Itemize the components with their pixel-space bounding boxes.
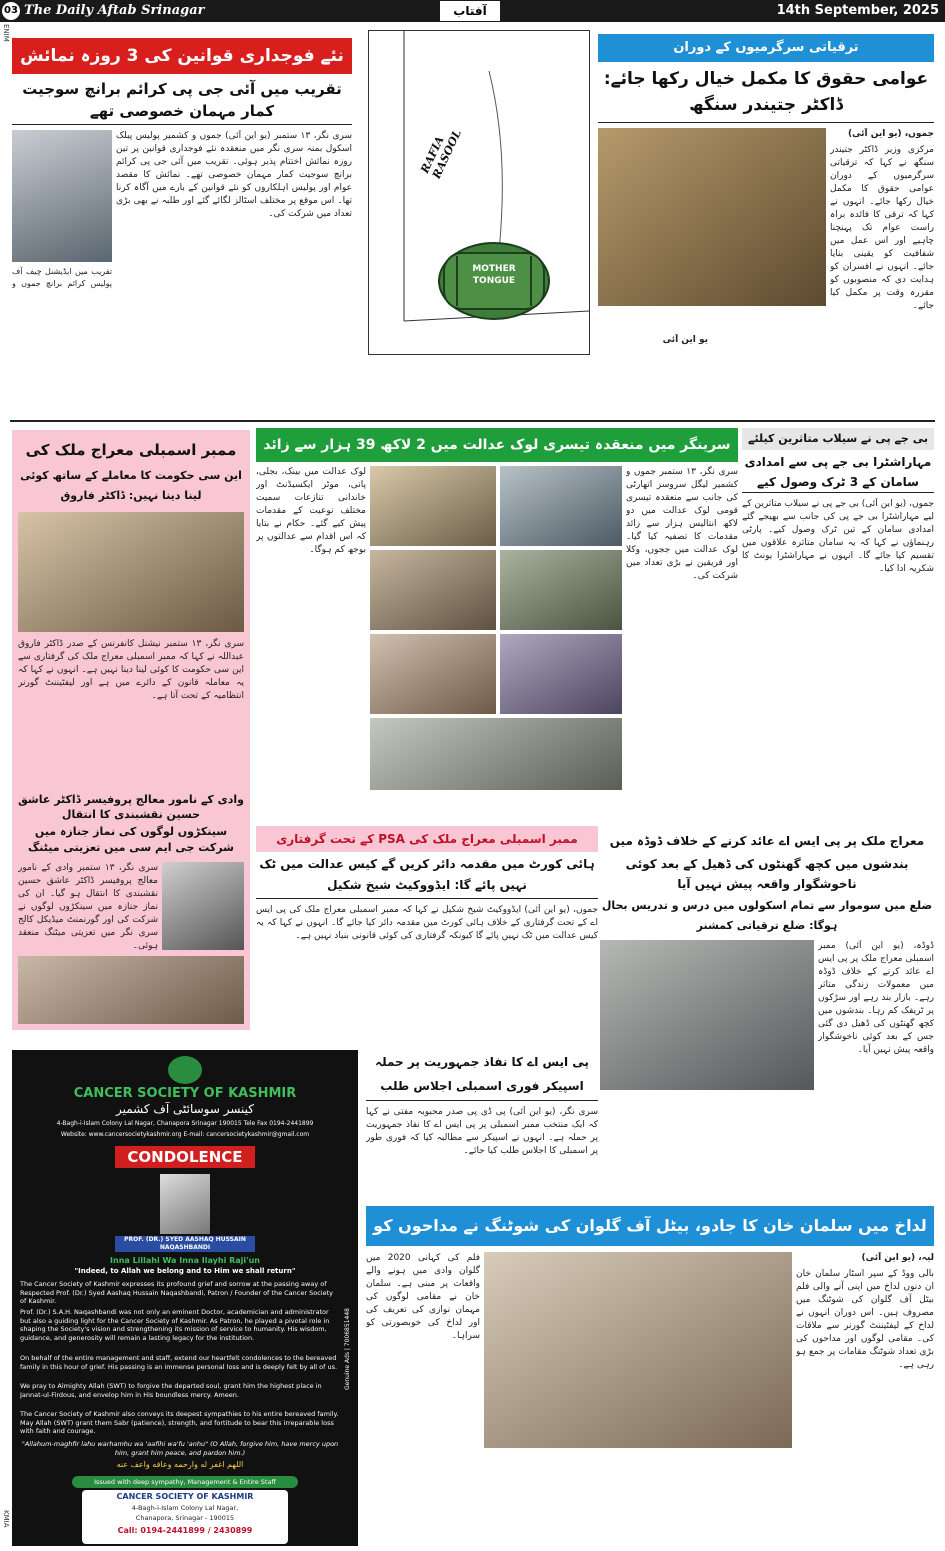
photo-farooq-abdullah <box>18 512 244 632</box>
photo-lok-adalat-2 <box>500 466 622 546</box>
ad-web-line: Website: www.cancersocietykashmir.org E-mail: cancersocietykashmir@gmail.com <box>60 1131 310 1138</box>
story-meraj-malik-arrest-subhead: این سی حکومت کا معاملے کے ساتھ کوئی لینا دینا نہیں: ڈاکٹر فاروق <box>20 469 242 502</box>
story-jitendra-singh-dateline: جموں، (یو این آئی) <box>847 129 934 139</box>
story-salman-khan-body2: فلم کی کہانی 2020 میں گلوان وادی میں ہونے والے واقعات پر مبنی ہے۔ سلمان خان نے مقامی لوگوں کی مہمان نوازی کی تعریف کی اور لداخ کی خوبصورتی کو سراہا۔ <box>366 1253 480 1341</box>
issue-date: 14th September, 2025 <box>776 3 939 18</box>
story-meraj-malik-arrest-body: سری نگر، ۱۳ ستمبر نیشنل کانفرنس کے صدر ڈاکٹر فاروق عبداللہ نے کہا کہ ممبر اسمبلی معراج ملک کی گرفتاری سے این سی حکومت کا کوئی لینا دینا نہیں ہے۔ انہوں نے کہا کہ یہ معاملہ قانون کے دائرے میں ہے اور لیفٹیننٹ گورنر انتظامیہ کے تحت آتا ہے۔ <box>18 639 244 701</box>
photo-lok-adalat-6 <box>500 634 622 714</box>
story-jitendra-singh-kicker: ترقیاتی سرگرمیوں کے دوران <box>598 34 934 62</box>
photo-prof-naqashbandi <box>160 1174 210 1234</box>
story-doda-shutdown-subhead: بندشوں میں کچھ گھنٹوں کی ڈھیل کے بعد کوئی ناخوشگوار واقعہ پیش نہیں آیا <box>625 857 909 891</box>
story-doda-shutdown <box>600 830 934 1200</box>
story-bjp-relief-headline: مہاراشٹرا بی جے پی سے امدادی سامان کے 3 ٹرک وصول کیے <box>744 455 932 489</box>
story-psa-highcourt-kicker: ممبر اسمبلی معراج ملک کی PSA کے تحت گرفتاری <box>256 826 598 852</box>
story-psa-highcourt <box>256 826 598 1048</box>
story-mehbooba-mufti-body: سری نگر، (یو این آئی) پی ڈی پی صدر محبوبہ مفتی نے کہا کہ ایک منتخب ممبر اسمبلی پر پی ایس اے کا نفاذ جمہوریت پر حملہ ہے۔ انہوں نے اسپیکر سے مطالبہ کیا کہ فوری طور پر اسمبلی کا اجلاس طلب کیا جائے۔ <box>366 1107 598 1156</box>
story-prof-ashiq-subhead: سینکڑوں لوگوں کی نماز جنازہ میں شرکت جی ایم سی میں تعزیتی میٹنگ <box>28 825 234 854</box>
story-law-exhibition-subhead: تقریب میں آئی جی پی کرائم برانچ سوجیت کمار مہمان خصوصی تھے <box>22 80 342 120</box>
photo-prof-ashiq <box>162 862 244 950</box>
side-code-top: ENIM <box>2 24 10 42</box>
story-bjp-relief-body: جموں، (یو این آئی) بی جے پی نے سیلاب متاثرین کے لیے مہاراشٹرا بی جے پی کی جانب سے بھیجے گئے امدادی سامان کے تین ٹرک وصول کیے۔ پارٹی رہنماؤں نے کہا کہ یہ سامان متاثرہ علاقوں میں تقسیم کیا جائے گا۔ انہوں نے مہاراشٹرا یونٹ کا شکریہ ادا کیا۔ <box>742 499 934 574</box>
paper-logo: آفتاب <box>440 1 500 21</box>
photo-officer <box>12 130 112 262</box>
story-jitendra-singh-signoff: یو این آئی <box>662 335 708 345</box>
ad-org-ur: کینسر سوسائٹی آف کشمیر <box>115 1102 255 1116</box>
ad-dua-ar: اللهم اغفر له وارحمه وعافه واعف عنه <box>116 1460 244 1469</box>
photo-lok-adalat-5 <box>370 634 496 714</box>
photo-salman-khan-meeting <box>484 1252 792 1448</box>
divider <box>366 1100 598 1101</box>
divider <box>598 122 934 123</box>
masthead <box>0 0 945 22</box>
story-jitendra-singh-headline: عوامی حقوق کا مکمل خیال رکھا جائے: ڈاکٹر جتیندر سنگھ <box>603 69 929 115</box>
ad-footer-box <box>82 1490 288 1544</box>
photo-lok-adalat-1 <box>370 466 496 546</box>
story-meraj-malik-arrest-headline: ممبر اسمبلی معراج ملک کی <box>25 441 237 459</box>
cartoon <box>368 30 590 355</box>
page-number: 03 <box>2 2 20 20</box>
condolence-ad <box>12 1050 358 1546</box>
section-divider <box>10 420 935 422</box>
ad-side-code: Genuine Ads | 7006851448 <box>344 1308 351 1390</box>
divider <box>742 492 934 493</box>
story-bjp-relief <box>742 428 934 828</box>
ad-para5: The Cancer Society of Kashmir also conveys its deepest sympathies to his entire bereaved family. May Allah (SWT) grant them Sabr (patience), strength, and fortitude to bear this irreparable loss with faith and courage. <box>20 1410 339 1435</box>
ad-verse: Inna Lillahi Wa Inna Ilayhi Raji'un <box>110 1256 260 1265</box>
photo-lok-adalat-3 <box>370 550 496 630</box>
ad-footer-phone: Call: 0194-2441899 / 2430899 <box>117 1526 253 1535</box>
story-lok-adalat-headline: سرینگر میں منعقدہ تیسری لوک عدالت میں 2 لاکھ 39 ہزار سے زائد <box>256 428 738 462</box>
ad-address-line: 4-Bagh-i-Islam Colony Lal Nagar, Chanapora Srinagar 190015 Tele Fax 0194-2441899 <box>56 1120 314 1127</box>
ad-footer-addr1: 4-Bagh-i-Islam Colony Lal Nagar, <box>131 1504 239 1512</box>
story-salman-khan <box>366 1206 934 1546</box>
cancer-society-logo <box>168 1056 202 1084</box>
story-lok-adalat-body: سری نگر، ۱۳ ستمبر جموں و کشمیر لیگل سروسز اتھارٹی کی جانب سے منعقدہ تیسری قومی لوک عدالت میں دو لاکھ انتالیس ہزار سے زائد مقدمات کا تصفیہ کیا گیا۔ لوک عدالت میں ججوں، وکلا اور فریقین نے بڑی تعداد میں شرکت کی۔ <box>626 467 738 581</box>
story-psa-highcourt-headline: ہائی کورٹ میں مقدمہ دائر کریں گے کیس عدالت میں ٹک نہیں پائے گا: ایڈووکیٹ شیخ شکیل <box>259 857 595 892</box>
ad-org-en: CANCER SOCIETY OF KASHMIR <box>73 1086 297 1101</box>
story-mehbooba-mufti-headline: پی ایس اے کا نفاذ جمہوریت پر حملہ اسپیکر فوری اسمبلی اجلاس طلب <box>375 1055 589 1093</box>
ad-footer-addr2: Chanapora, Srinagar - 190015 <box>135 1514 235 1522</box>
photo-lok-adalat-7 <box>370 718 622 790</box>
ad-para4: We pray to Almighty Allah (SWT) to forgive the departed soul, grant him the highest place in Jannat-ul-Firdous, and envelop him in His boundless mercy. Ameen. <box>20 1382 322 1399</box>
story-doda-shutdown-body: ڈوڈہ، (یو این آئی) ممبر اسمبلی معراج ملک پر پی ایس اے عائد کرنے کے خلاف ڈوڈہ میں معمولات زندگی متاثر رہے۔ بازار بند رہے اور سڑکوں پر ٹریفک کم رہا۔ بندشوں میں کچھ گھنٹوں کی ڈھیل دی گئی جس کے بعد کوئی ناخوشگوار واقعہ پیش نہیں آیا۔ <box>818 941 934 1055</box>
photo-condolence-meeting <box>18 956 244 1024</box>
story-lok-adalat-body2: لوک عدالت میں بینک، بجلی، پانی، موٹر ایکسیڈنٹ اور خاندانی تنازعات سمیت مختلف نوعیت کے مقدمات پیش کیے گئے۔ حکام نے بتایا کہ اس اقدام سے عدالتوں پر بوجھ کم ہوگا۔ <box>256 467 366 555</box>
story-law-exhibition-body: سری نگر، ۱۳ ستمبر (یو این آئی) جموں و کشمیر پولیس پبلک اسکول بمنہ سری نگر میں منعقدہ نئے فوجداری قوانین پر تین روزہ نمائش اختتام پذیر ہوئی۔ تقریب میں آئی جی پی کرائم برانچ سوجیت کمار مہمان خصوصی تھے۔ نمائش کا مقصد عوام اور پولیس اہلکاروں کو نئے قوانین کے بارے میں آگاہ کرنا تھا۔ اس موقع پر مختلف اسٹالز لگائے گئے اور طلبہ نے بھی بڑی تعداد میں شرکت کی۔ <box>116 131 352 219</box>
ad-para3: On behalf of the entire management and staff, extend our heartfelt condolences to the bereaved family in this hour of grief. His passing is an immense personal loss and is deeply felt by all of us. <box>20 1354 338 1371</box>
story-jitendra-singh-body: مرکزی وزیر ڈاکٹر جتیندر سنگھ نے کہا کہ ترقیاتی سرگرمیوں کے دوران عوامی حقوق کا مکمل خیال رکھا جائے۔ انہوں نے کہا کہ ترقی کا فائدہ براہ راست عوام تک پہنچنا چاہیے اور اس عمل میں شفافیت کو یقینی بنایا جائے۔ انہوں نے افسران کو ہدایت دی کہ منصوبوں کو مقررہ وقت پر مکمل کیا جائے۔ <box>830 145 934 311</box>
divider <box>12 124 352 125</box>
story-lok-adalat <box>256 428 738 792</box>
story-mehbooba-mufti <box>366 1050 598 1200</box>
story-jitendra-singh <box>598 34 934 356</box>
story-doda-shutdown-subhead2: ضلع میں سوموار سے تمام اسکولوں میں درس و تدریس بحال ہوگا: ضلع ترقیاتی کمشنر <box>601 899 933 932</box>
story-law-exhibition-banner: نئے فوجداری قوانین کی 3 روزہ نمائش <box>12 38 352 74</box>
story-prof-ashiq-headline: وادی کے نامور معالج پروفیسر ڈاکٹر عاشق حسین نقشبندی کا انتقال <box>18 793 244 821</box>
cartoon-signature: RAFIA RASOOL <box>418 127 464 181</box>
cartoon-drawing <box>369 31 589 354</box>
story-doda-shutdown-headline: معراج ملک پر پی ایس اے عائد کرنے کے خلاف ڈوڈہ میں <box>609 834 925 848</box>
story-salman-khan-dateline: لیہ، (یو این آئی) <box>861 1253 934 1263</box>
side-code-bottom: KMIA <box>2 1510 10 1528</box>
ad-person: PROF. (DR.) SYED AASHAQ HUSSAIN NAQASHBANDI <box>115 1236 255 1252</box>
cartoon-label: MOTHER TONGUE <box>472 264 516 286</box>
ad-banner: CONDOLENCE <box>115 1146 255 1168</box>
ad-verse-en: "Indeed, to Allah we belong and to Him we shall return" <box>74 1267 296 1275</box>
story-salman-khan-body: بالی ووڈ کے سپر اسٹار سلمان خان ان دنوں لداخ میں اپنی آنے والی فلم بیٹل آف گلوان کی شوٹنگ میں مصروف ہیں۔ اس دوران انہوں نے لداخ کے لیفٹیننٹ گورنر سے ملاقات کی۔ مقامی لوگوں اور مداحوں کی بڑی تعداد شوٹنگ مقامات پر جمع ہو رہی ہے۔ <box>796 1269 934 1370</box>
story-psa-highcourt-body: جموں، (یو این آئی) ایڈووکیٹ شیخ شکیل نے کہا کہ ممبر اسمبلی معراج ملک کی پی ایس اے کے تحت گرفتاری کے خلاف ہائی کورٹ میں مقدمہ دائر کیا جائے گا۔ انہوں نے کہا کہ یہ کیس عدالت میں ٹک نہیں پائے گا کیونکہ گرفتاری کی کوئی قانونی بنیاد نہیں ہے۔ <box>256 905 598 941</box>
divider <box>256 898 598 899</box>
story-bjp-relief-kicker: بی جے پی نے سیلاب متاثرین کیلئے <box>742 428 934 450</box>
story-salman-khan-headline: لداخ میں سلمان خان کا جادو، بیٹل آف گلوان کی شوٹنگ نے مداحوں کو <box>366 1206 934 1246</box>
ad-footer-note: Issued with deep sympathy, Management & Entire Staff <box>72 1476 298 1488</box>
photo-jitendra-singh <box>598 128 826 306</box>
story-meraj-malik-arrest <box>12 430 250 1030</box>
ad-footer-org: CANCER SOCIETY OF KASHMIR <box>116 1492 254 1501</box>
story-law-exhibition-caption: تقریب میں ایڈیشنل چیف آف پولیس کرائم برانچ جموں و <box>12 267 112 288</box>
story-prof-ashiq-body: سری نگر، ۱۳ ستمبر وادی کے نامور معالج پروفیسر ڈاکٹر عاشق حسین نقشبندی کا انتقال ہو گیا۔ ان کی نماز جنازہ میں سینکڑوں لوگوں نے شرکت کی اور گورنمنٹ میڈیکل کالج سری نگر میں تعزیتی میٹنگ منعقد ہوئی۔ <box>18 863 158 951</box>
ad-para1: The Cancer Society of Kashmir expresses its profound grief and sorrow at the passing away of Respected Prof. (Dr.) Syed Aashaq Hussain Naqashbandi, Patron / Founder of the Cancer Society of Kashmir. <box>20 1280 333 1305</box>
story-law-exhibition <box>12 38 352 393</box>
photo-doda-street <box>600 940 814 1090</box>
ad-para2: Prof. (Dr.) S.A.H. Naqashbandi was not only an eminent Doctor, academician and administrator but also a guiding light for the Cancer Society of Kashmir. As Patron, he played a pivotal role in shaping the Society's vision and strengthening its mission of service to humanity. His wisdom, guidance, and generosity will remain a lasting legacy for the institution. <box>20 1308 330 1342</box>
photo-lok-adalat-4 <box>500 550 622 630</box>
paper-name: The Daily Aftab Srinagar <box>24 3 205 18</box>
ad-dua: "Allahum-maghfir lahu warhamhu wa 'aafihi wa'fu 'anhu" (O Allah, forgive him, have mercy upon him, grant him peace, and pardon him.) <box>21 1440 339 1457</box>
